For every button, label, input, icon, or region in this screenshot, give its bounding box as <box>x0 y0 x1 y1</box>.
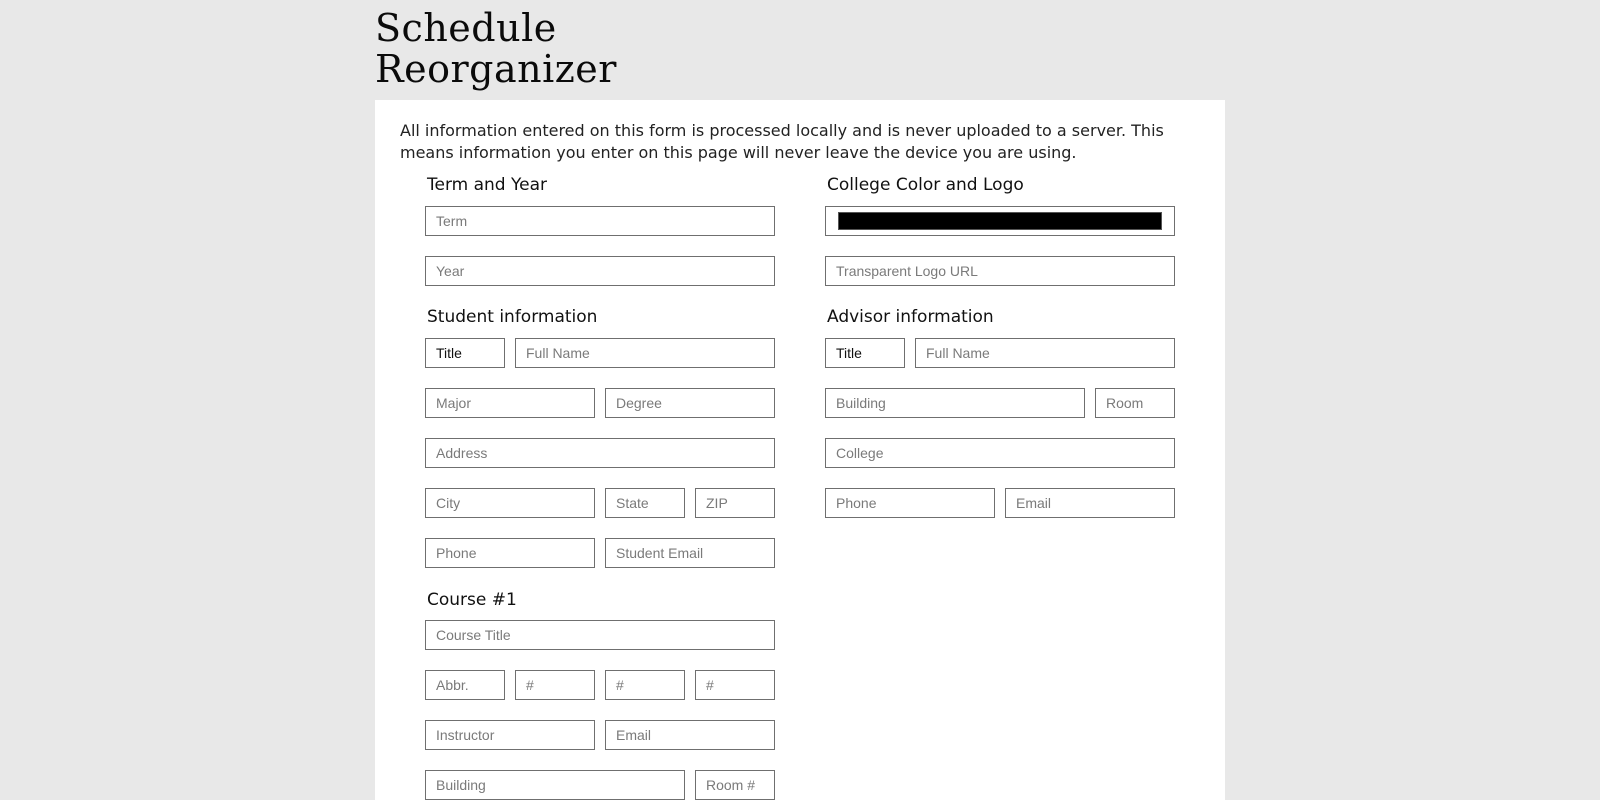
course-building-input[interactable] <box>425 770 685 800</box>
form-card <box>375 100 1225 800</box>
student-degree-input[interactable] <box>605 388 775 418</box>
student-city-input[interactable] <box>425 488 595 518</box>
college-color-picker[interactable] <box>825 206 1175 236</box>
logo-url-input[interactable] <box>825 256 1175 286</box>
advisor-room-input[interactable] <box>1095 388 1175 418</box>
page-title <box>375 8 617 90</box>
color-swatch <box>838 212 1162 230</box>
advisor-college-input[interactable] <box>825 438 1175 468</box>
course-abbr-input[interactable] <box>425 670 505 700</box>
advisor-building-input[interactable] <box>825 388 1085 418</box>
course-room-input[interactable] <box>695 770 775 800</box>
course-number-input-1[interactable] <box>515 670 595 700</box>
advisor-fullname-input[interactable] <box>915 338 1175 368</box>
page-title-line2: Reorganizer <box>375 47 617 91</box>
student-major-input[interactable] <box>425 388 595 418</box>
advisor-title-select[interactable]: Title <box>825 338 905 368</box>
term-input[interactable] <box>425 206 775 236</box>
college-color-logo-heading: College Color and Logo <box>827 175 1024 195</box>
advisor-info-heading: Advisor information <box>827 307 994 327</box>
course-title-input[interactable] <box>425 620 775 650</box>
student-state-input[interactable] <box>605 488 685 518</box>
student-info-heading: Student information <box>427 307 598 327</box>
course-email-input[interactable] <box>605 720 775 750</box>
course-number-input-3[interactable] <box>695 670 775 700</box>
course-number-input-2[interactable] <box>605 670 685 700</box>
student-title-select[interactable]: Title <box>425 338 505 368</box>
student-email-input[interactable] <box>605 538 775 568</box>
course1-heading: Course #1 <box>427 590 517 610</box>
advisor-phone-input[interactable] <box>825 488 995 518</box>
year-input[interactable] <box>425 256 775 286</box>
student-fullname-input[interactable] <box>515 338 775 368</box>
course-instructor-input[interactable] <box>425 720 595 750</box>
student-address-input[interactable] <box>425 438 775 468</box>
privacy-notice: All information entered on this form is processed locally and is never uploaded to a server. This means information you enter on this page will never leave the device you are using. <box>400 121 1164 162</box>
advisor-email-input[interactable] <box>1005 488 1175 518</box>
page-title-line1: Schedule <box>375 6 557 50</box>
student-zip-input[interactable] <box>695 488 775 518</box>
student-phone-input[interactable] <box>425 538 595 568</box>
term-year-heading: Term and Year <box>427 175 547 195</box>
